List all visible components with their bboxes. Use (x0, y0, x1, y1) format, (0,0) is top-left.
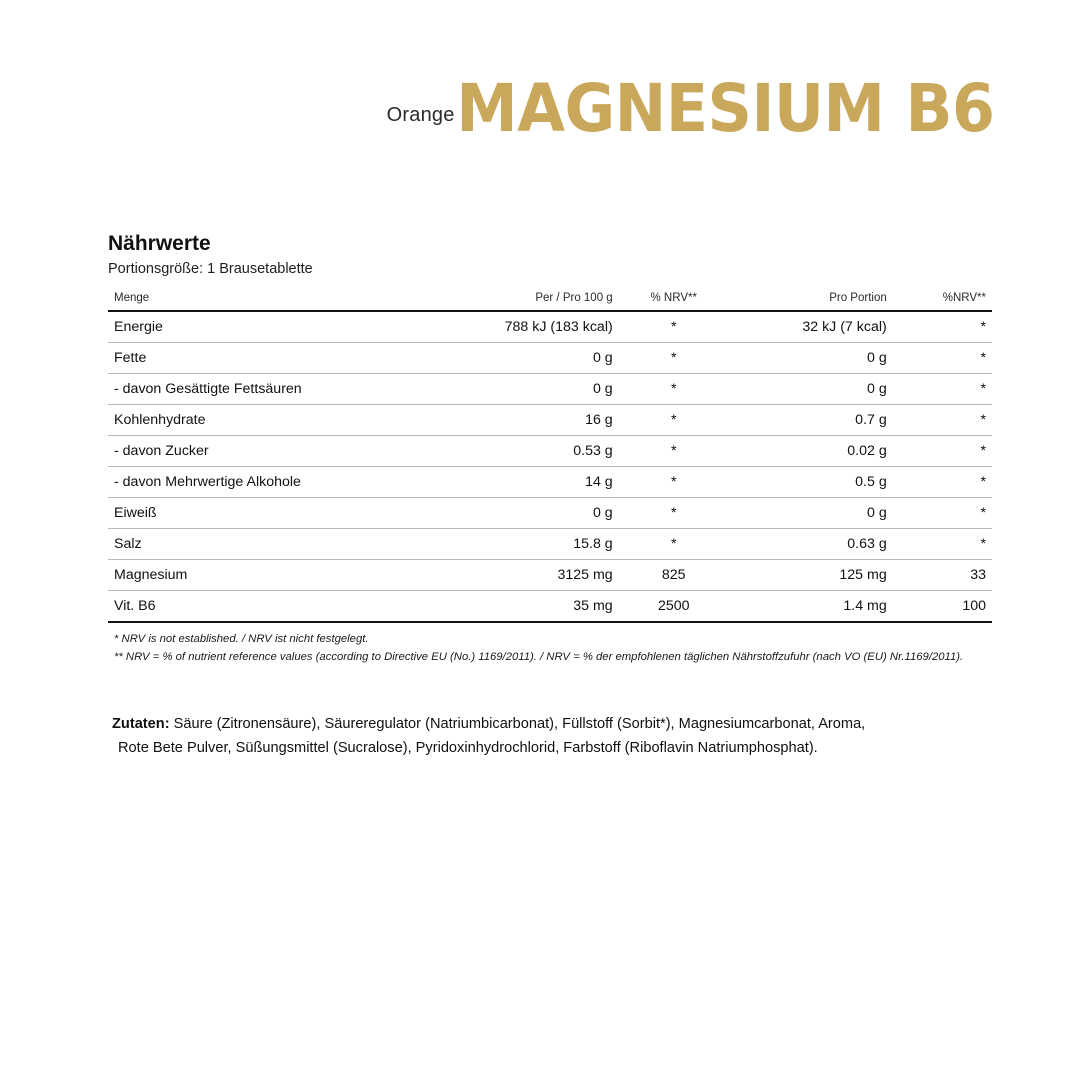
nutrient-per-100g: 0 g (444, 343, 621, 374)
nutrient-name: Eiweiß (108, 498, 444, 529)
product-header (0, 70, 994, 147)
nutrient-nrv-portion: * (895, 436, 992, 467)
ingredients-line-1: Säure (Zitronensäure), Säureregulator (Natriumbicarbonat), Füllstoff (Sorbit*), Magnesiumcarbonat, Aroma, (173, 716, 866, 732)
ingredients-line-2: Rote Bete Pulver, Süßungsmittel (Sucralose), Pyridoxinhydrochlorid, Farbstoff (Riboflavin Natriumphosphat). (118, 739, 818, 756)
flavor-label: Orange (386, 103, 455, 126)
table-row (108, 591, 992, 623)
nutrient-name: Fette (108, 343, 444, 374)
column-header-per-100g: Per / Pro 100 g (444, 289, 621, 311)
nutrient-name: Kohlenhydrate (108, 405, 444, 436)
nutrient-per-portion: 0.5 g (727, 467, 895, 498)
nutrient-per-portion: 125 mg (727, 560, 895, 591)
nutrient-per-portion: 0.7 g (727, 405, 895, 436)
nutrient-per-100g: 14 g (444, 467, 621, 498)
nutrition-section (108, 232, 992, 666)
nutrient-per-100g: 0.53 g (444, 436, 621, 467)
nutrient-name: Energie (108, 311, 444, 343)
nutrient-per-100g: 16 g (444, 405, 621, 436)
nutrient-per-portion: 0.02 g (727, 436, 895, 467)
nutrient-nrv-portion: * (895, 498, 992, 529)
nutrient-nrv-portion: * (895, 343, 992, 374)
table-row (108, 467, 992, 498)
ingredients-label (112, 716, 170, 732)
nutrient-name: Magnesium (108, 560, 444, 591)
nutrient-nrv-portion: 33 (895, 560, 992, 591)
nutrition-table-body (108, 311, 992, 622)
nutrient-per-100g: 3125 mg (444, 560, 621, 591)
table-row (108, 498, 992, 529)
column-header-per-portion: Pro Portion (727, 289, 895, 311)
footnotes (108, 631, 992, 666)
nutrient-nrv-100g: * (621, 467, 727, 498)
nutrient-nrv-100g: * (621, 311, 727, 343)
nutrient-name: Salz (108, 529, 444, 560)
table-row (108, 374, 992, 405)
column-header-nrv-portion: %NRV** (895, 289, 992, 311)
nutrient-nrv-100g: * (621, 529, 727, 560)
nutrient-per-100g: 35 mg (444, 591, 621, 623)
table-row (108, 529, 992, 560)
nutrient-nrv-100g: 2500 (621, 591, 727, 623)
serving-size-text: Portionsgröße: 1 Brausetablette (108, 261, 313, 277)
nutrient-nrv-100g: * (621, 374, 727, 405)
table-row (108, 343, 992, 374)
nutrient-nrv-portion: * (895, 405, 992, 436)
nutrient-per-portion: 0 g (727, 374, 895, 405)
nutrition-table-head (108, 289, 992, 311)
nutrient-per-portion: 1.4 mg (727, 591, 895, 623)
nutrient-per-100g: 0 g (444, 498, 621, 529)
nutrient-per-portion: 0.63 g (727, 529, 895, 560)
nutrient-per-portion: 0 g (727, 498, 895, 529)
nutrition-table (108, 289, 992, 623)
page-title: MAGNESIUM B6 (455, 70, 994, 147)
table-header-row (108, 289, 992, 311)
nutrient-nrv-portion: 100 (895, 591, 992, 623)
nutrient-per-100g: 0 g (444, 374, 621, 405)
nutrient-name: - davon Zucker (108, 436, 444, 467)
ingredients-label-text: Zutaten: (112, 716, 170, 732)
table-row (108, 405, 992, 436)
nutrient-nrv-portion: * (895, 529, 992, 560)
nutrient-per-portion: 0 g (727, 343, 895, 374)
ingredients-section (112, 713, 996, 760)
nutrient-name: Vit. B6 (108, 591, 444, 623)
nutrient-nrv-portion: * (895, 311, 992, 343)
nutrient-nrv-100g: * (621, 343, 727, 374)
nutrient-nrv-100g: * (621, 436, 727, 467)
table-row (108, 560, 992, 591)
nutrient-nrv-100g: * (621, 405, 727, 436)
footnote-single-star: * NRV is not established. / NRV ist nicht festgelegt. (114, 633, 369, 645)
nutrient-per-100g: 15.8 g (444, 529, 621, 560)
nutrition-heading: Nährwerte (108, 232, 211, 255)
nutrient-nrv-100g: 825 (621, 560, 727, 591)
nutrient-nrv-100g: * (621, 498, 727, 529)
nutrient-name: - davon Mehrwertige Alkohole (108, 467, 444, 498)
nutrient-nrv-portion: * (895, 467, 992, 498)
column-header-nrv-100g: % NRV** (621, 289, 727, 311)
nutrient-per-100g: 788 kJ (183 kcal) (444, 311, 621, 343)
footnote-double-star: ** NRV = % of nutrient reference values (according to Directive EU (No.) 1169/2011). / NRV = % der empfohlenen täglichen Nährstoffzufuhr (nach VO (EU) Nr.1169/2011). (114, 650, 964, 663)
table-row (108, 311, 992, 343)
nutrient-nrv-portion: * (895, 374, 992, 405)
table-row (108, 436, 992, 467)
column-header-amount: Menge (108, 289, 444, 311)
nutrient-name: - davon Gesättigte Fettsäuren (108, 374, 444, 405)
nutrient-per-portion: 32 kJ (7 kcal) (727, 311, 895, 343)
